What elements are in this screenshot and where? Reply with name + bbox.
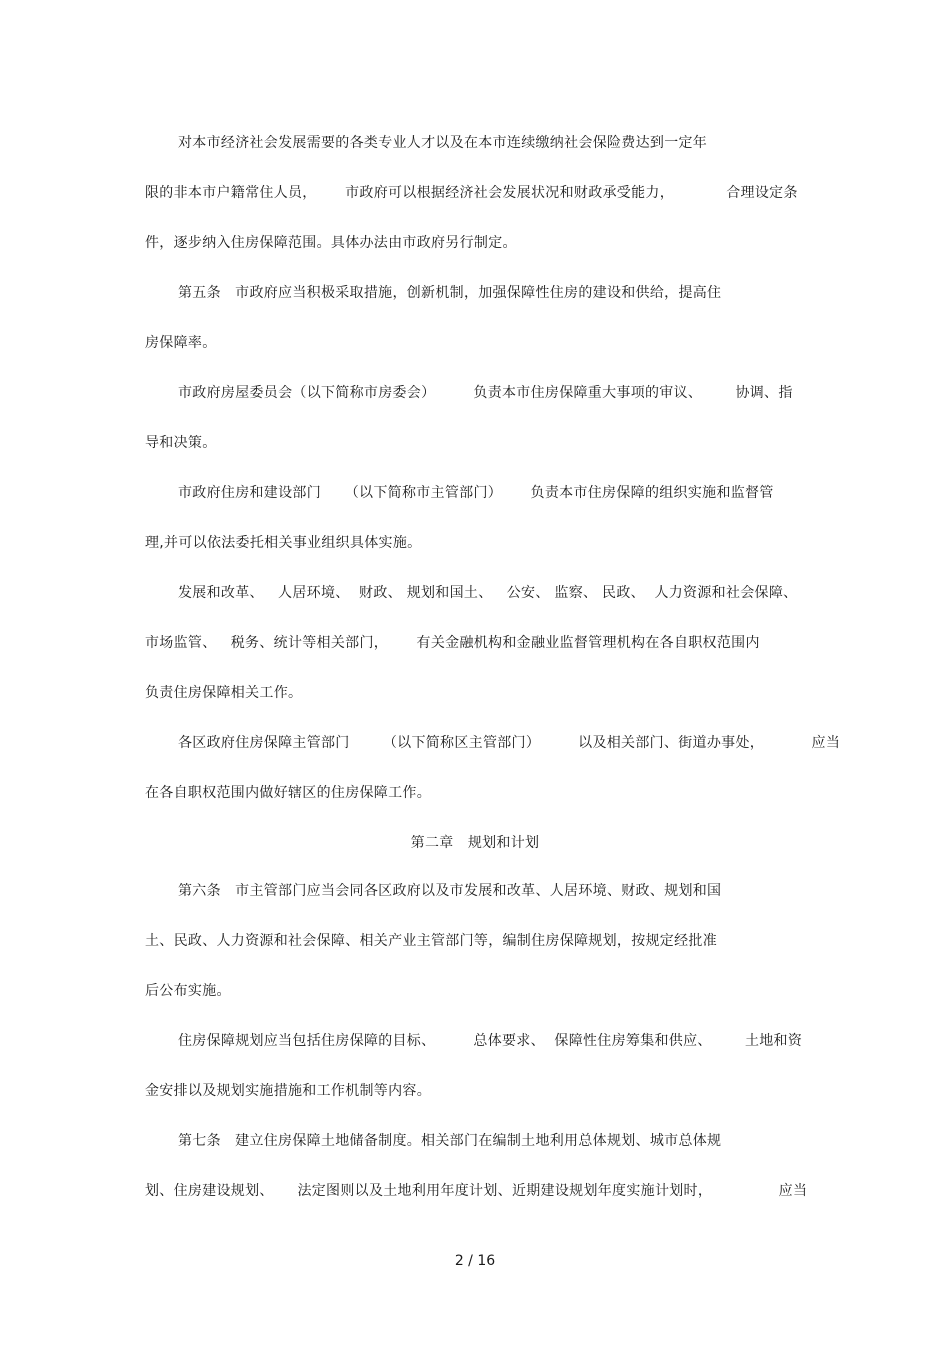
text-line: 划、住房建设规划、 法定图则以及土地利用年度计划、近期建设规划年度实施计划时， 应当 (145, 1183, 808, 1199)
text-line: 第七条 建立住房保障土地储备制度。相关部门在编制土地利用总体规划、城市总体规 (178, 1133, 722, 1149)
text-line: 各区政府住房保障主管部门 （以下简称区主管部门） 以及相关部门、街道办事处， 应当 (178, 735, 841, 751)
text-line: 第六条 市主管部门应当会同各区政府以及市发展和改革、人居环境、财政、规划和国 (178, 883, 722, 899)
text-line: 导和决策。 (145, 435, 217, 451)
text-line: 后公布实施。 (145, 983, 231, 999)
text-line: 在各自职权范围内做好辖区的住房保障工作。 (145, 785, 431, 801)
text-line: 市政府房屋委员会（以下简称市房委会） 负责本市住房保障重大事项的审议、 协调、指 (178, 385, 793, 401)
text-line: 发展和改革、 人居环境、 财政、 规划和国土、 公安、 监察、 民政、 人力资源和社会保障、 (178, 585, 798, 601)
text-line: 住房保障规划应当包括住房保障的目标、 总体要求、 保障性住房筹集和供应、 土地和资 (178, 1033, 803, 1049)
text-line: 土、民政、人力资源和社会保障、相关产业主管部门等，编制住房保障规划，按规定经批准 (145, 933, 717, 949)
page-number: 2 / 16 (454, 1253, 496, 1269)
text-line: 市场监管、 税务、统计等相关部门， 有关金融机构和金融业监督管理机构在各自职权范围内 (145, 635, 760, 651)
text-line: 理,并可以依法委托相关事业组织具体实施。 (145, 535, 422, 551)
text-line: 件，逐步纳入住房保障范围。具体办法由市政府另行制定。 (145, 235, 517, 251)
text-line: 对本市经济社会发展需要的各类专业人才以及在本市连续缴纳社会保险费达到一定年 (178, 135, 708, 151)
text-line: 金安排以及规划实施措施和工作机制等内容。 (145, 1083, 431, 1099)
text-line: 市政府住房和建设部门 （以下简称市主管部门） 负责本市住房保障的组织实施和监督管 (178, 485, 774, 501)
chapter-heading: 第二章 规划和计划 (410, 835, 540, 851)
text-line: 第五条 市政府应当积极采取措施，创新机制，加强保障性住房的建设和供给，提高住 (178, 285, 722, 301)
text-line: 负责住房保障相关工作。 (145, 685, 303, 701)
text-line: 限的非本市户籍常住人员， 市政府可以根据经济社会发展状况和财政承受能力， 合理设定条 (145, 185, 798, 201)
text-line: 房保障率。 (145, 335, 217, 351)
